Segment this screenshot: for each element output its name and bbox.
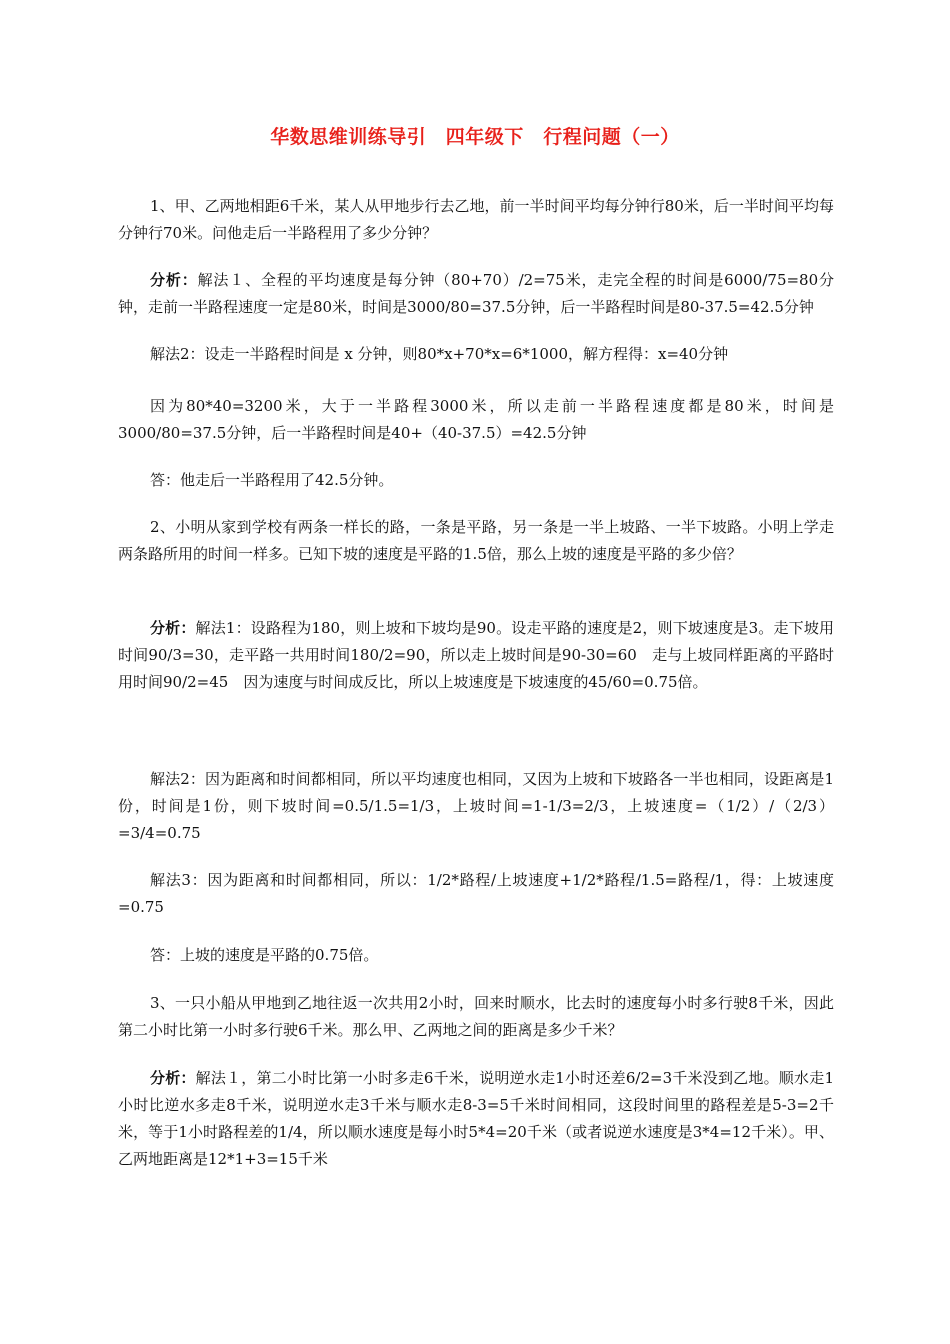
analysis-text: 解法１，第二小时比第一小时多走6千米，说明逆水走1小时还差6/2=3千米没到乙地。顺水走1小时比逆水多走8千米，说明逆水走3千米与顺水走8-3=5千米时间相同，这段时间里的路程差是5-3=2千米，等于1小时路程差的1/4，所以顺水速度是每小时5*4=20千米（或者说逆水速度是3*4=12千米）。甲、乙两地距离是12*1+3=15千米 <box>118 1069 834 1168</box>
analysis-text: 解法1：设路程为180，则上坡和下坡均是90。设走平路的速度是2，则下坡速度是3。走下坡用时间90/3=30，走平路一共用时间180/2=90，所以走上坡时间是90-30=60 走与上坡同样距离的平路时用时间90/2=45 因为速度与时间成反比，所以上坡速度是下坡速度的45/60=0.75倍。 <box>118 619 834 691</box>
problem-1-answer: 答：他走后一半路程用了42.5分钟。 <box>150 471 394 489</box>
problem-2-answer: 答：上坡的速度是平路的0.75倍。 <box>150 946 379 964</box>
problem-2-solution-3: 解法3：因为距离和时间都相同，所以：1/2*路程/上坡速度+1/2*路程/1.5=路程/1，得：上坡速度=0.75 <box>118 871 834 916</box>
problem-2-solution-2: 解法2：因为距离和时间都相同，所以平均速度也相同，又因为上坡和下坡路各一半也相同，设距离是1份，时间是1份，则下坡时间=0.5/1.5=1/3，上坡时间=1-1/3=2/3，上坡速度=（1/2）/（2/3）=3/4=0.75 <box>118 770 834 842</box>
problem-1-question: 1、甲、乙两地相距6千米，某人从甲地步行去乙地，前一半时间平均每分钟行80米，后一半时间平均每分钟行70米。问他走后一半路程用了多少分钟？ <box>118 197 834 242</box>
problem-1-explanation: 因为80*40=3200米，大于一半路程3000米，所以走前一半路程速度都是80米，时间是3000/80=37.5分钟，后一半路程时间是40+（40-37.5）=42.5分钟 <box>118 397 834 442</box>
analysis-label: 分析： <box>150 1069 196 1087</box>
problem-3-analysis <box>118 1065 834 1173</box>
analysis-label: 分析： <box>150 271 198 289</box>
problem-2-analysis <box>118 615 834 696</box>
problem-2-question: 2、小明从家到学校有两条一样长的路，一条是平路，另一条是一半上坡路、一半下坡路。小明上学走两条路所用的时间一样多。已知下坡的速度是平路的1.5倍，那么上坡的速度是平路的多少倍？ <box>118 518 834 563</box>
analysis-label: 分析： <box>150 619 196 637</box>
document-title: 华数思维训练导引 四年级下 行程问题（一） <box>270 126 680 148</box>
analysis-text: 解法１、全程的平均速度是每分钟（80+70）/2=75米，走完全程的时间是6000/75=80分钟，走前一半路程速度一定是80米，时间是3000/80=37.5分钟，后一半路程时间是80-37.5=42.5分钟 <box>118 271 834 316</box>
problem-1-solution-2: 解法2：设走一半路程时间是 x 分钟，则80*x+70*x=6*1000，解方程得：x=40分钟 <box>150 345 729 363</box>
problem-3-question: 3、一只小船从甲地到乙地往返一次共用2小时，回来时顺水，比去时的速度每小时多行驶8千米，因此第二小时比第一小时多行驶6千米。那么甲、乙两地之间的距离是多少千米？ <box>118 994 834 1039</box>
problem-1-analysis <box>118 267 834 321</box>
